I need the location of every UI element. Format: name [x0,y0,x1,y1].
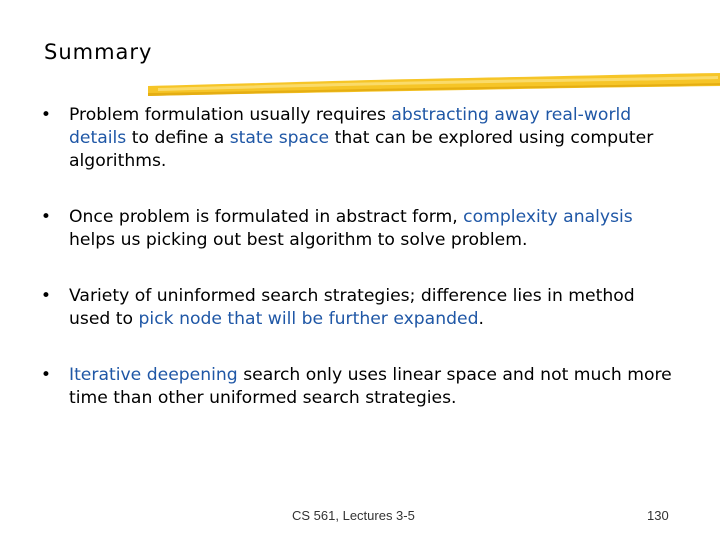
highlighted-term: Iterative deepening [69,365,238,385]
slide-title: Summary [44,40,153,64]
bullet-item [40,104,680,173]
bullet-text: Once problem is formulated in abstract form, [69,207,464,227]
bullet-marker: • [40,105,52,125]
bullet-text: Variety of uninformed search strategies; difference lies in method used to [69,286,635,329]
bullet-item [40,206,680,252]
footer-course: CS 561, Lectures 3-5 [292,508,415,523]
bullet-text: . [478,309,484,329]
bullet-marker: • [40,365,52,385]
highlighted-term: pick node that will be further expanded [138,309,479,329]
title-underline-brushstroke [148,64,720,104]
bullet-marker: • [40,286,52,306]
page-number: 130 [647,508,669,523]
bullet-marker: • [40,207,52,227]
bullet-text: helps us picking out best algorithm to solve problem. [69,230,528,250]
highlighted-term: state space [229,128,330,148]
bullet-item [40,364,680,410]
bullet-item [40,285,680,331]
bullet-text: that can be explored using computer algorithms. [69,128,654,171]
highlighted-term: abstracting away real-world details [69,105,632,148]
bullet-list [40,104,680,410]
bullet-text: to define a [126,128,230,148]
bullet-text: Problem formulation usually requires [69,105,392,125]
highlighted-term: complexity analysis [463,207,633,227]
bullet-text: search only uses linear space and not much more time than other uniformed search strategies. [69,365,672,408]
